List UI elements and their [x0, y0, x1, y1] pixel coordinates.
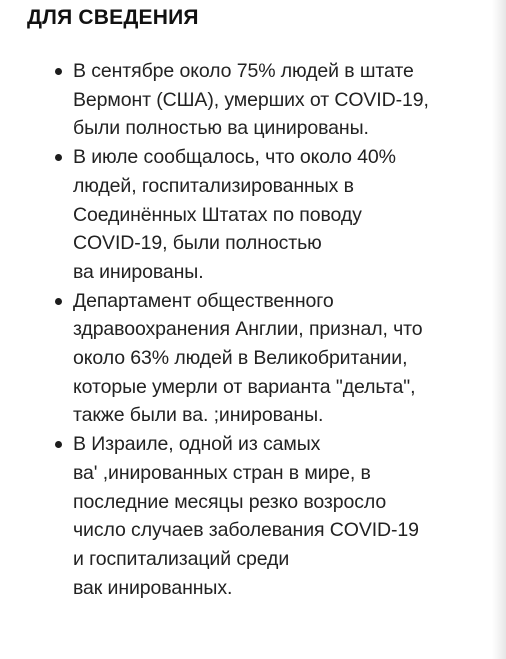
bullet-item-usa-hospitalized: [53, 143, 473, 287]
bullet-list: [53, 57, 473, 602]
bullet-text-line: В Израиле, одной из самых: [73, 433, 321, 456]
bullet-text-line: COVID-19, были полностью: [73, 232, 322, 255]
bullet-text-line: Вермонт (США), умерших от COVID-19,: [73, 88, 429, 111]
bullet-item-vermont: [53, 57, 473, 143]
bullet-text-line: также были ва. ;инированы.: [73, 404, 324, 427]
bullet-text-line: людей, госпитализированных в: [73, 174, 354, 197]
page-heading: ДЛЯ СВЕДЕНИЯ: [27, 6, 199, 29]
bullet-dot-icon: [55, 298, 62, 305]
bullet-text-line: были полностью ва цинированы.: [73, 117, 369, 140]
bullet-item-england: [53, 287, 473, 431]
bullet-text-line: и госпитализаций среди: [73, 547, 290, 570]
bullet-text-line: В сентябре около 75% людей в штате: [73, 60, 414, 82]
bullet-text-line: Соединённых Штатах по поводу: [73, 203, 362, 226]
page-edge-shadow: [492, 0, 506, 659]
bullet-text-line: число случаев заболевания COVID-19: [73, 519, 419, 542]
bullet-dot-icon: [55, 68, 62, 75]
bullet-text-line: ва' ,инированных стран в мире, в: [73, 461, 371, 484]
bullet-text-line: последние месяцы резко возросло: [73, 490, 387, 513]
bullet-text-line: которые умерли от варианта "дельта",: [73, 375, 416, 398]
bullet-text-line: ва инированы.: [73, 260, 204, 283]
bullet-text-line: Департамент общественного: [73, 289, 334, 312]
bullet-dot-icon: [55, 154, 62, 161]
bullet-text-line: вак инированных.: [73, 576, 233, 599]
bullet-dot-icon: [55, 441, 62, 448]
bullet-item-israel: [53, 430, 473, 602]
bullet-text-line: В июле сообщалось, что около 40%: [73, 146, 396, 169]
bullet-text-line: около 63% людей в Великобритании,: [73, 347, 408, 370]
bullet-text-line: здравоохранения Англии, признал, что: [73, 318, 423, 341]
